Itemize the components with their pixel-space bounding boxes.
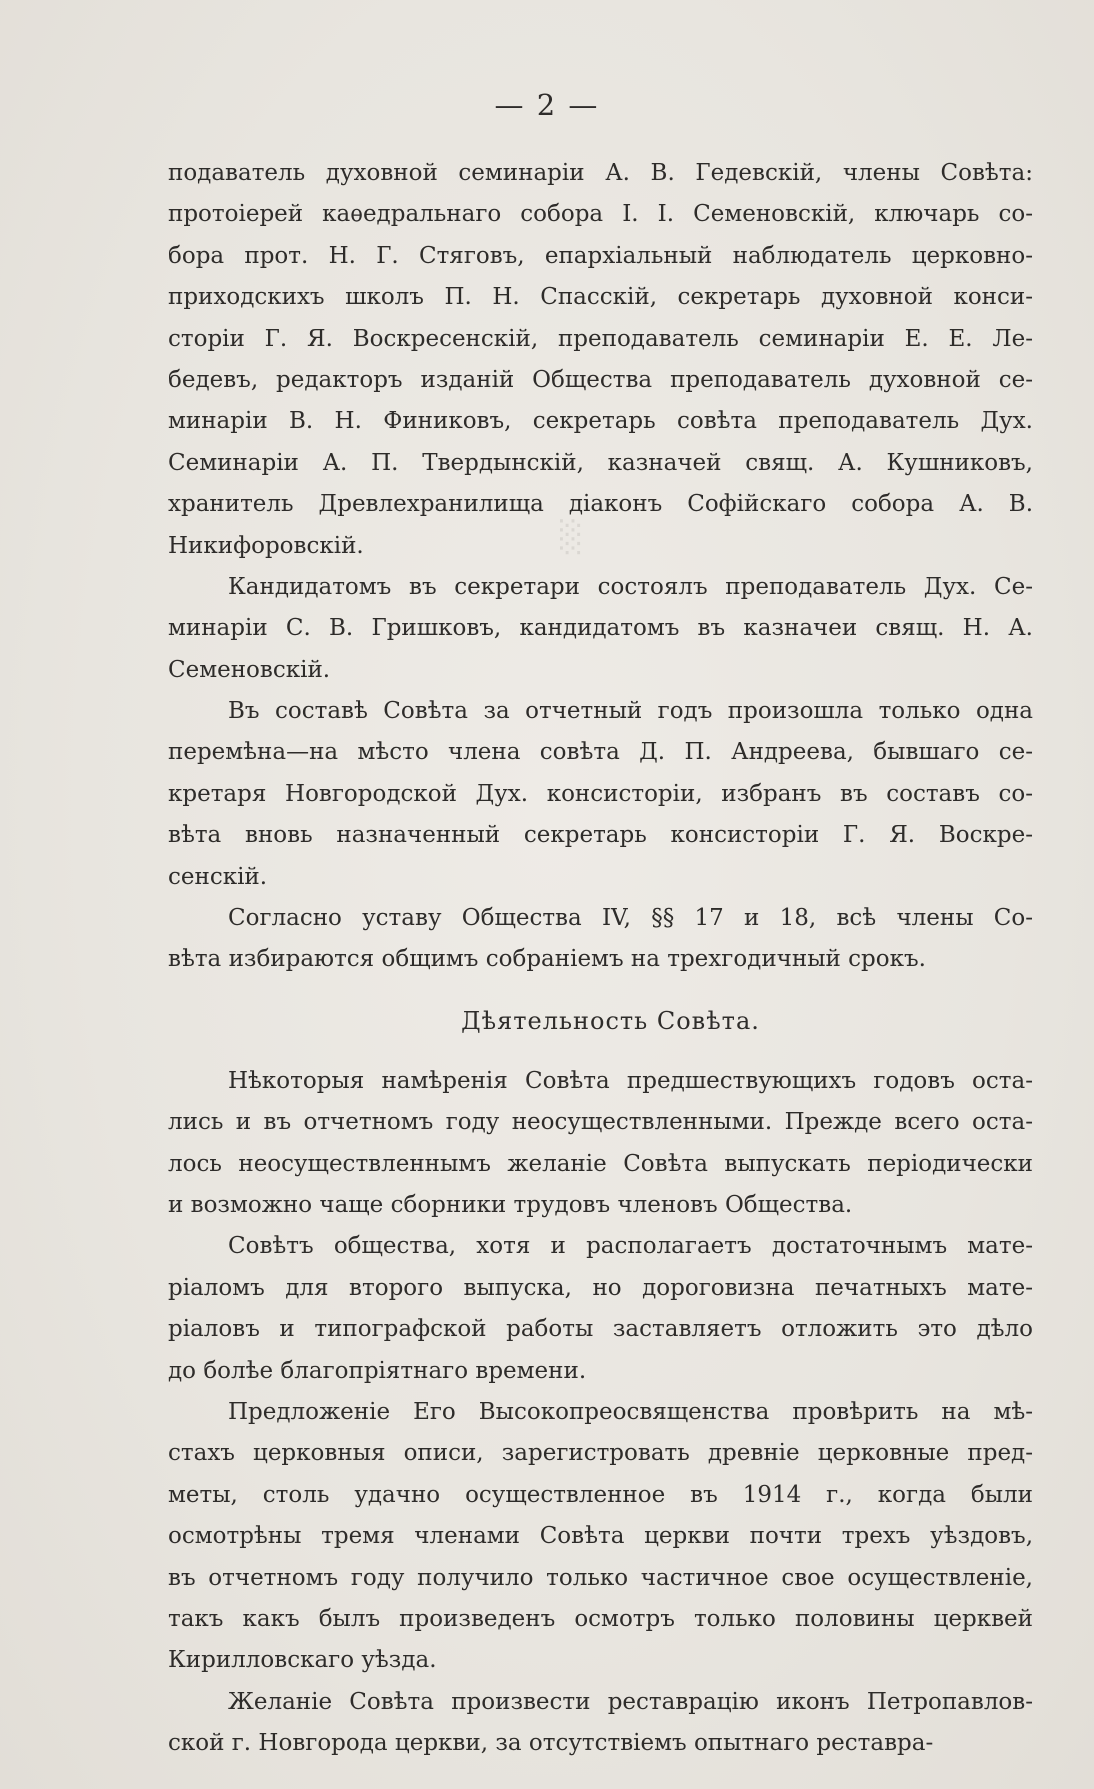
text-line: меты, столь удачно осуществленное въ 1914 г., когда были [168, 1481, 1033, 1508]
text-line: Предложеніе Его Высокопреосвященства провѣрить на мѣ- [228, 1398, 1033, 1425]
text-line: Кирилловскаго уѣзда. [168, 1647, 437, 1674]
text-line: протоіерей каѳедральнаго собора І. І. Семеновскій, ключарь со- [168, 201, 1033, 228]
text-line: лись и въ отчетномъ году неосуществленными. Прежде всего оста- [168, 1109, 1033, 1136]
text-line: перемѣна—на мѣсто члена совѣта Д. П. Андреева, бывшаго се- [168, 739, 1033, 766]
body-text [168, 153, 1033, 1764]
text-line: подаватель духовной семинаріи А. В. Гедевскій, члены Совѣта: [168, 160, 1033, 186]
text-line: хранитель Древлехранилища діаконъ Софійскаго собора А. В. [168, 491, 1033, 518]
text-line: Совѣтъ общества, хотя и располагаетъ достаточнымъ мате- [228, 1233, 1033, 1260]
text-line: сенскій. [168, 863, 268, 890]
text-line: до болѣе благопріятнаго времени. [168, 1357, 587, 1384]
text-line: сторіи Г. Я. Воскресенскій, преподаватель семинаріи Е. Е. Ле- [168, 325, 1033, 352]
text-line: ріаломъ для второго выпуска, но дороговизна печатныхъ мате- [168, 1274, 1033, 1301]
section-heading: Дѣятельность Совѣта. [461, 1006, 760, 1035]
text-line: Кандидатомъ въ секретари состоялъ преподаватель Дух. Се- [228, 573, 1033, 600]
text-line: минаріи С. В. Гришковъ, кандидатомъ въ казначеи свящ. Н. А. [168, 615, 1033, 642]
text-line: кретаря Новгородской Дух. консисторіи, избранъ въ составъ со- [168, 780, 1033, 807]
text-line: Нѣкоторыя намѣренія Совѣта предшествующихъ годовъ оста- [228, 1067, 1033, 1094]
text-line: приходскихъ школъ П. Н. Спасскій, секретарь духовной конси- [168, 284, 1033, 311]
text-line: и возможно чаще сборники трудовъ членовъ Общества. [168, 1191, 853, 1218]
text-line: Желаніе Совѣта произвести реставрацію иконъ Петропавлов- [228, 1688, 1033, 1715]
text-line: Согласно уставу Общества IV, §§ 17 и 18, всѣ члены Со- [228, 905, 1033, 932]
text-line: Никифоровскій. [168, 532, 364, 559]
text-line: лось неосуществленнымъ желаніе Совѣта выпускать періодически [168, 1150, 1033, 1177]
text-line: осмотрѣны тремя членами Совѣта церкви почти трехъ уѣздовъ, [168, 1523, 1033, 1550]
text-line: ской г. Новгорода церкви, за отсутствіемъ опытнаго реставра- [168, 1730, 934, 1757]
text-line: бора прот. Н. Г. Стяговъ, епархіальный наблюдатель церковно- [168, 242, 1033, 269]
text-line: стахъ церковныя описи, зарегистровать древніе церковные пред- [168, 1440, 1033, 1467]
text-line: въ отчетномъ году получило только частичное свое осуществленіе, [168, 1564, 1033, 1591]
page-number: — 2 — [494, 88, 600, 122]
text-line: минаріи В. Н. Финиковъ, секретарь совѣта преподаватель Дух. [168, 408, 1033, 435]
text-line: Въ составѣ Совѣта за отчетный годъ произошла только одна [228, 698, 1033, 725]
text-line: бедевъ, редакторъ изданій Общества преподаватель духовной се- [168, 366, 1033, 393]
text-line: ріаловъ и типографской работы заставляетъ отложить это дѣло [168, 1316, 1033, 1343]
text-line: вѣта избираются общимъ собраніемъ на трехгодичный срокъ. [168, 946, 926, 973]
text-line: вѣта вновь назначенный секретарь консисторіи Г. Я. Воскре- [168, 822, 1033, 849]
text-line: Семеновскій. [168, 656, 331, 683]
show-through-shadow: ░ [560, 520, 586, 555]
text-line: такъ какъ былъ произведенъ осмотръ только половины церквей [168, 1605, 1033, 1632]
text-line: Семинаріи А. П. Твердынскій, казначей свящ. А. Кушниковъ, [168, 449, 1033, 476]
